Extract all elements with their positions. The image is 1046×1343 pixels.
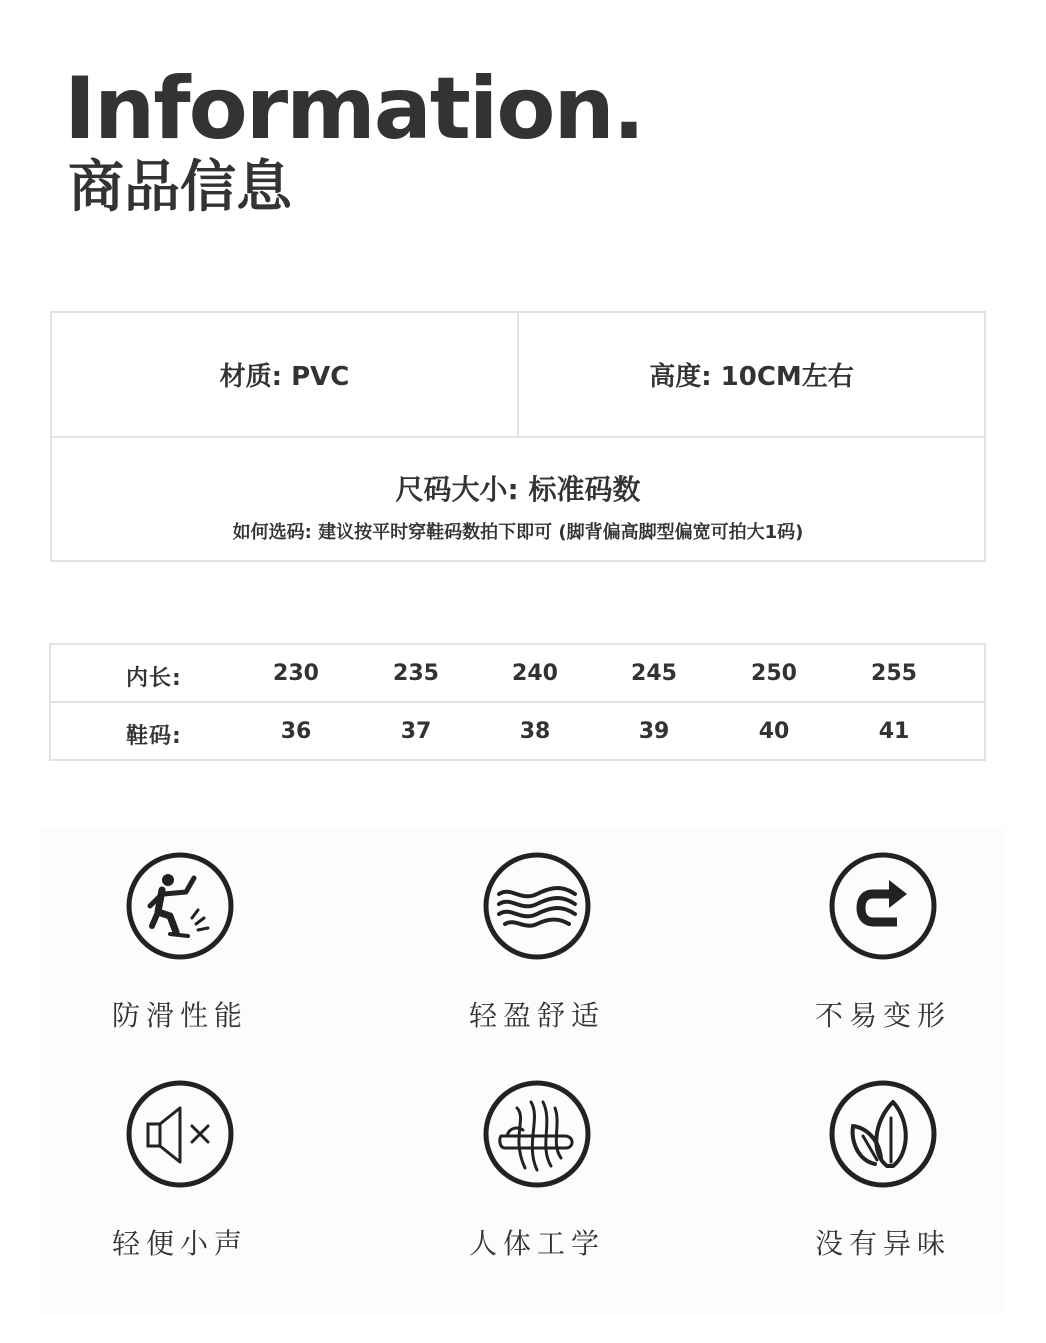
feature-item: [417, 850, 657, 1050]
feature-item: [60, 1078, 300, 1278]
feature-item: [417, 1078, 657, 1278]
page-subtitle: 商品信息: [68, 155, 292, 220]
info-row-size: [52, 438, 984, 560]
row-label: 鞋码:: [126, 724, 182, 749]
table-row: [51, 703, 984, 761]
no-odor-icon: [827, 1078, 939, 1190]
table-cell: 245: [631, 661, 677, 686]
table-cell: 41: [878, 719, 910, 744]
no-deform-icon: [827, 850, 939, 962]
anti-slip-icon: [124, 850, 236, 962]
table-cell: 38: [519, 719, 551, 744]
feature-item: [763, 850, 1003, 1050]
table-cell: 235: [393, 661, 439, 686]
quiet-icon: [124, 1078, 236, 1190]
table-cell: 40: [758, 719, 790, 744]
feature-item: [60, 850, 300, 1050]
size-chart-table: [49, 643, 986, 761]
table-cell: 255: [871, 661, 917, 686]
page-title: Information.: [64, 59, 644, 159]
table-row: [51, 645, 984, 703]
info-row-top: [52, 313, 984, 438]
feature-grid: [40, 826, 1006, 1314]
feature-label: 防滑性能: [111, 999, 248, 1032]
ergonomic-icon: [481, 1078, 593, 1190]
material-cell: 材质: PVC: [52, 313, 519, 436]
feature-label: 轻盈舒适: [468, 999, 605, 1032]
table-cell: 230: [273, 661, 319, 686]
row-label: 内长:: [126, 666, 182, 691]
size-note: 如何选码: 建议按平时穿鞋码数拍下即可 (脚背偏高脚型偏宽可拍大1码): [232, 522, 804, 543]
feature-label: 不易变形: [814, 999, 951, 1032]
feature-label: 没有异味: [814, 1227, 951, 1260]
table-cell: 37: [400, 719, 432, 744]
table-cell: 36: [280, 719, 312, 744]
table-cell: 39: [638, 719, 670, 744]
feature-label: 轻便小声: [111, 1227, 248, 1260]
height-cell: 高度: 10CM左右: [649, 362, 854, 392]
product-info-table: [50, 311, 986, 562]
lightweight-icon: [481, 850, 593, 962]
feature-label: 人体工学: [468, 1227, 605, 1260]
feature-item: [763, 1078, 1003, 1278]
table-cell: 240: [512, 661, 558, 686]
table-cell: 250: [751, 661, 797, 686]
size-title: 尺码大小: 标准码数: [395, 473, 641, 506]
